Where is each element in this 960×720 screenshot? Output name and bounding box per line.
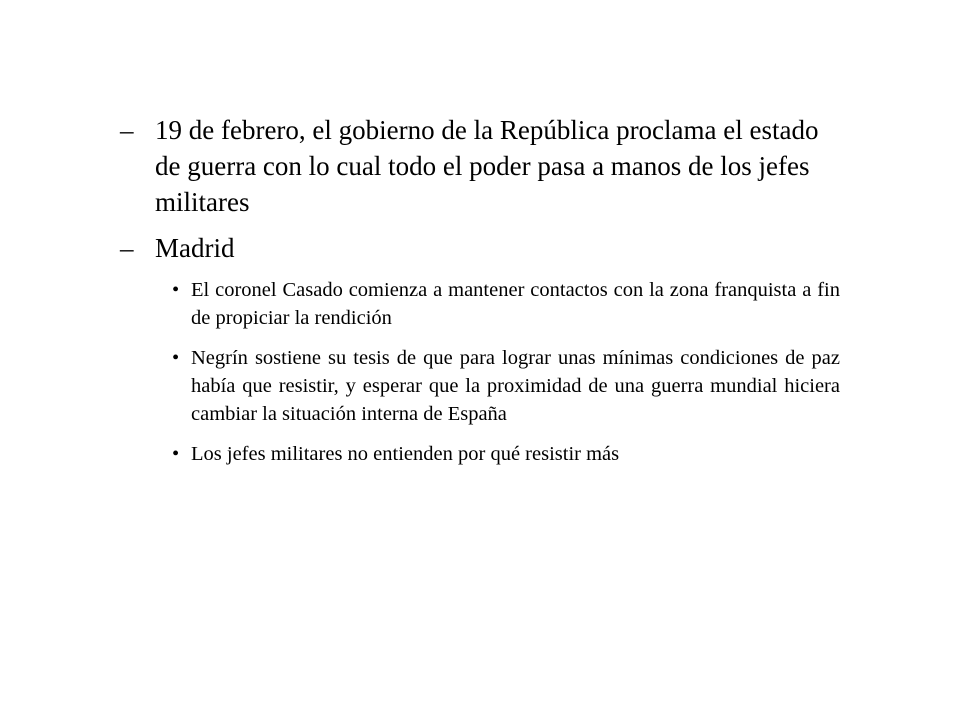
bullet-item bbox=[120, 112, 840, 220]
bullet-item bbox=[120, 230, 840, 266]
bullet-text: 19 de febrero, el gobierno de la República proclama el estado de guerra con lo cual todo el poder pasa a manos de los jefes militares bbox=[155, 115, 819, 217]
slide-content bbox=[120, 112, 840, 480]
bullet-dot-marker: • bbox=[172, 347, 180, 369]
bullet-dot-marker: • bbox=[172, 443, 180, 465]
bullet-dot-marker: • bbox=[172, 279, 180, 301]
sub-bullet-item bbox=[172, 344, 840, 428]
sub-bullet-item bbox=[172, 440, 840, 468]
bullet-text: Madrid bbox=[155, 233, 235, 263]
sub-bullet-text: Los jefes militares no entienden por qué resistir más bbox=[191, 443, 620, 465]
sub-bullet-text: Negrín sostiene su tesis de que para lograr unas mínimas condiciones de paz había que resistir, y esperar que la proximidad de una guerra mundial hiciera cambiar la situación interna de España bbox=[191, 347, 840, 425]
dash-marker: – bbox=[120, 233, 134, 263]
dash-marker: – bbox=[120, 115, 134, 145]
sub-bullet-list bbox=[172, 276, 840, 468]
sub-bullet-text: El coronel Casado comienza a mantener contactos con la zona franquista a fin de propiciar la rendición bbox=[191, 279, 840, 329]
sub-bullet-item bbox=[172, 276, 840, 332]
